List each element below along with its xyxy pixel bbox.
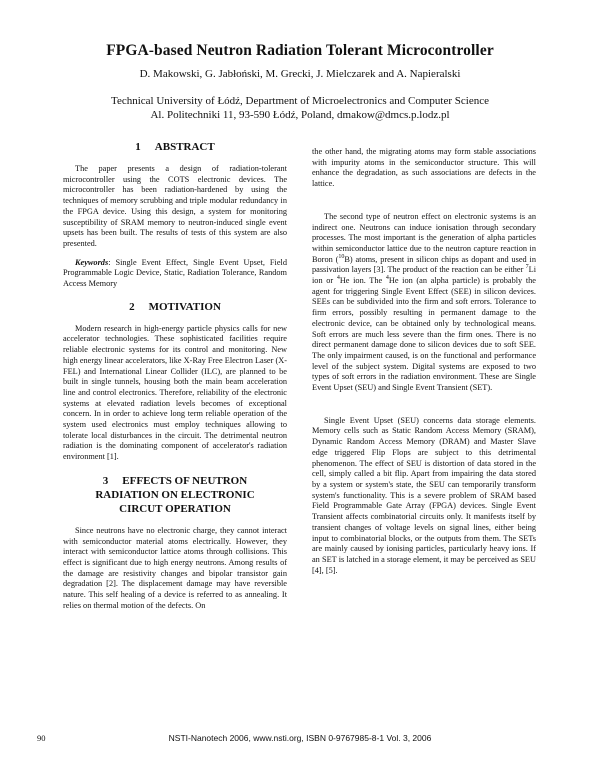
keywords: [63, 258, 287, 290]
motivation-text: Modern research in high-energy particle physics calls for new accelerator technologies. These sophisticated facilities require reliable electronic systems for its control and monitoring. New high energy linear accelerators, like X-Ray Free Electron Laser (X-FEL) and International Linear Collider (ILC), are planned to be built in single tunnels, housing both the main beam acceleration line and control electronics. Therefore, reliability of the electronic systems at elevated radiation levels becomes of exceptional concern. In in order to achieve long term reliable operation of the system used electronics must employ techniques allowing to tolerate local disturbances in the circuit. The detrimental neutron radiation is the dominating component of accelerator's radiation environment [1].: [63, 323, 287, 462]
motivation-heading: [63, 300, 287, 314]
effects-heading: [63, 474, 287, 516]
paper-title: FPGA-based Neutron Radiation Tolerant Microcontroller: [106, 42, 494, 59]
affiliation: [0, 94, 600, 122]
effects-heading-line-3: CIRCUT OPERATION: [119, 502, 231, 515]
seu-paragraph: Single Event Upset (SEU) concerns data storage elements. Memory cells such as Static Random Access Memory (SRAM), Dynamic Random Access Memory (DRAM) and Master Slave edge triggered Flip Flops are subject to this detrimental phenomenon. The effect of SEU is distortion of data stored in the cell, simply called a bit flip. Apart from impairing the data stored by a system or system's state, the SEU can temporarily transform system's functionality. This is a severe problem of SRAM based Field Programmable Gate Array (FPGA) devices. Single Event Transient affects combinatorial circuits only. It manifests itself by transient changes of voltage levels on signal lines, either being input to combinatorial blocks, or the outputs from them. The SETs are mainly caused by ionising particles, particularly heavy ions. If an SET is latched in a storage element, it may be perceived as SEU [4], [5].: [312, 415, 536, 575]
section-title: EFFECTS OF NEUTRON: [122, 474, 248, 487]
text-run: He ion (an alpha particle) is probably the agent for triggering Single Event Effect (SEE) in silicon devices. SEEs can be subdivided into the firm and soft errors. Tolerance to firm errors, possibly resulting in permanent damage to the electronic device, can be obtained only by technological means. Soft errors are much less severe than the firm ones. There is no direct permanent damage done to silicon devices due to soft SEE. The only impairment caused, is on the functional and performance level of the subject system. Digital systems are exposed to two types of soft errors in the radiation environment. These are Single Event Upset (SEU) and Single Event Transient (SET).: [312, 276, 536, 393]
left-column: [63, 140, 287, 612]
text-run: The second type of neutron effect on electronic systems is an indirect one. Neutrons can induce ionisation through secondary processes. The most important is the generation of alpha particles within semiconductor lattice due to the neutron capture reaction in Boron (: [312, 211, 536, 264]
abstract-heading: [63, 140, 287, 154]
superscript: 4: [385, 275, 389, 282]
page-number: 90: [37, 733, 46, 743]
affiliation-line-2: Al. Politechniki 11, 93-590 Łódź, Poland, dmakow@dmcs.p.lodz.pl: [150, 109, 450, 121]
text-run: Li ion or: [312, 265, 536, 286]
continuation-paragraph: the other hand, the migrating atoms may form stable associations with impurity atoms in the semiconductor structure. This will enhance the degradation, as such associations are defects in the lattice.: [312, 147, 536, 189]
section-number: 1: [135, 141, 141, 153]
section-number: 2: [129, 300, 135, 313]
superscript: 10: [338, 253, 345, 260]
effects-heading-line-1: [63, 474, 287, 488]
right-column: [312, 147, 536, 576]
section-title: MOTIVATION: [148, 300, 221, 313]
keywords-label: Keywords: [75, 257, 109, 267]
superscript: 7: [525, 264, 529, 271]
footer-citation: NSTI-Nanotech 2006, www.nsti.org, ISBN 0-9767985-8-1 Vol. 3, 2006: [168, 733, 432, 743]
abstract-text: The paper presents a design of radiation-tolerant microcontroller using the COTS electronic devices. The microcontroller has been radiation-hardened by using the techniques of memory scrubbing and triple modular redundancy in the FPGA device. Using this design, a system for monitoring susceptibility of SRAM memory to neutron-induced single event upsets has been built. The results of tests of this system are also presented.: [63, 164, 287, 248]
author-list: D. Makowski, G. Jabłoński, M. Grecki, J. Mielczarek and A. Napieralski: [139, 68, 461, 80]
section-number: 3: [102, 474, 109, 487]
neutron-indirect-paragraph: [312, 212, 536, 394]
superscript: 4: [336, 275, 340, 282]
affiliation-line-1: Technical University of Łódź, Department of Microelectronics and Computer Science: [111, 95, 489, 107]
text-run: B) atoms, present in silicon chips as dopant and used in passivation layers [3]. The product of the reaction can be either: [312, 254, 536, 275]
effects-text: Since neutrons have no electronic charge, they cannot interact with semiconductor material atoms electrically. However, they interact with semiconductor lattice atoms through collisions. This effect is significant due to high energy neutrons. Among results of the damage are resistivity changes and bipolar transistor gain degradation [2]. The displacement damage may have reversible nature. This self healing of a device is referred to as annealing. It relies on thermal motion of the defects. On: [63, 525, 287, 610]
keywords-list: : Single Event Effect, Single Event Upset, Field Programmable Logic Device, Static, Radiation Tolerance, Random Access Memory: [63, 257, 287, 289]
section-title: ABSTRACT: [154, 141, 215, 153]
effects-heading-line-2: RADIATION ON ELECTRONIC: [95, 488, 255, 501]
text-run: He ion. The: [339, 276, 386, 286]
